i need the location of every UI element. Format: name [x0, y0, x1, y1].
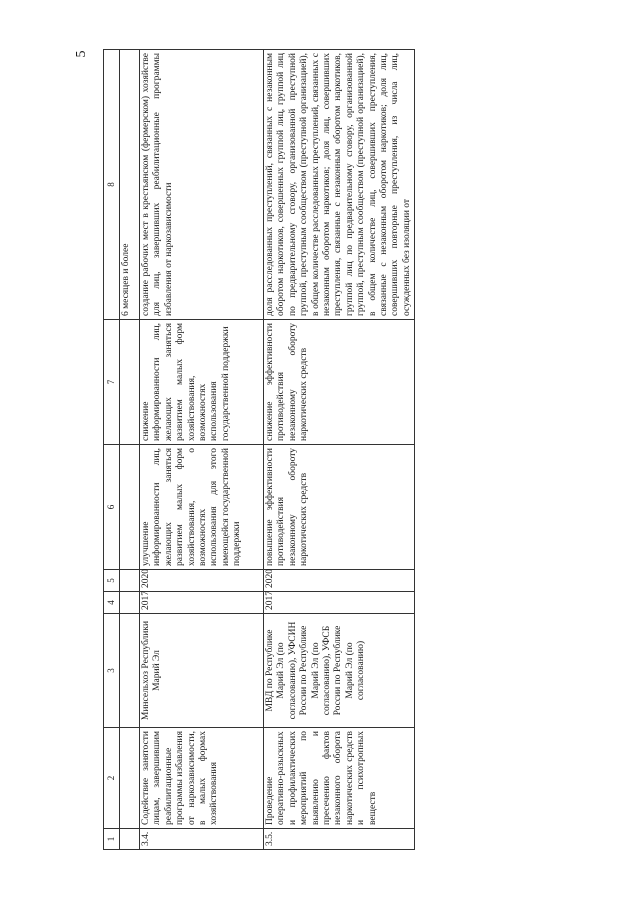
cont-cell-3: [120, 614, 140, 728]
row-number: 3.5.: [264, 829, 415, 850]
col-num-6: 6: [104, 445, 120, 570]
row-number: 3.4.: [140, 829, 264, 850]
indicator-cell: создание рабочих мест в крестьянском (фермерском) хозяйстве для лиц, завершивших реабилитационные программы избавления от наркозависимости: [140, 50, 264, 320]
consequence-cell: снижение эффективности противодействия незаконному обороту наркотических средств: [264, 320, 415, 445]
cont-cell-2: [120, 728, 140, 829]
cont-cell-1: [120, 829, 140, 850]
col-num-1: 1: [104, 829, 120, 850]
start-year-cell: 2017: [140, 592, 264, 614]
page-number: 5: [74, 50, 89, 58]
col-num-2: 2: [104, 728, 120, 829]
continuation-row: [120, 50, 140, 850]
cont-cell-7: [120, 320, 140, 445]
activity-cell: Проведение оперативно-разыскных и профилактических мероприятий по выявлению и пресечению фактов незаконного оборота наркотических средств и психотропных веществ: [264, 728, 415, 829]
result-cell: улучшение информированности лиц, желающих заняться развитием малых форм хозяйствования, о возможностях использования для этого имеющейся государственной поддержки: [140, 445, 264, 570]
indicator-cell: доля расследованных преступлений, связанных с незаконным оборотом наркотиков, совершенных группой лиц, группой лиц по предварительному сговору, организованной преступной группой, преступным сообществом (преступной организацией), в общем количестве расследованных преступлений, связанных с незаконным оборотом наркотиков; доля лиц, совершивших преступления, связанные с незаконным оборотом наркотиков, группой лиц по предварительному сговору, организованной группой, преступным сообществом (преступной организацией), в общем количестве лиц, совершивших преступления, связанные с незаконным оборотом наркотиков; доля лиц, совершивших повторные преступления, из числа лиц, осужденных без изоляции от: [264, 50, 415, 320]
executor-cell: МВД по Республике Марий Эл (по согласованию), УФСИН России по Республике Марий Эл (по согласованию), УФСБ России по Республике Марий Эл (по согласованию): [264, 614, 415, 728]
col-num-5: 5: [104, 570, 120, 592]
executor-cell: Минсельхоз Республики Марий Эл: [140, 614, 264, 728]
program-table-rotated: [103, 50, 639, 850]
program-table: [103, 49, 415, 850]
result-cell: повышение эффективности противодействия незаконному обороту наркотических средств: [264, 445, 415, 570]
cont-cell-4: [120, 592, 140, 614]
cont-cell-5: [120, 570, 140, 592]
continuation-text: 6 месяцев и более: [120, 50, 140, 320]
col-num-3: 3: [104, 614, 120, 728]
table-row: [264, 50, 415, 850]
end-year-cell: 2020: [264, 570, 415, 592]
consequence-cell: снижение информированности лиц, желающих заняться развитием малых форм хозяйствования, возможностях использования государственной поддержки: [140, 320, 264, 445]
column-number-row: [104, 50, 120, 850]
end-year-cell: 2020: [140, 570, 264, 592]
col-num-7: 7: [104, 320, 120, 445]
start-year-cell: 2017: [264, 592, 415, 614]
cont-cell-6: [120, 445, 140, 570]
table-row: [140, 50, 264, 850]
activity-cell: Содействие занятости лицам, завершившим реабилитационные программы избавления от наркозависимости, в малых формах хозяйствования: [140, 728, 264, 829]
col-num-4: 4: [104, 592, 120, 614]
col-num-8: 8: [104, 50, 120, 320]
